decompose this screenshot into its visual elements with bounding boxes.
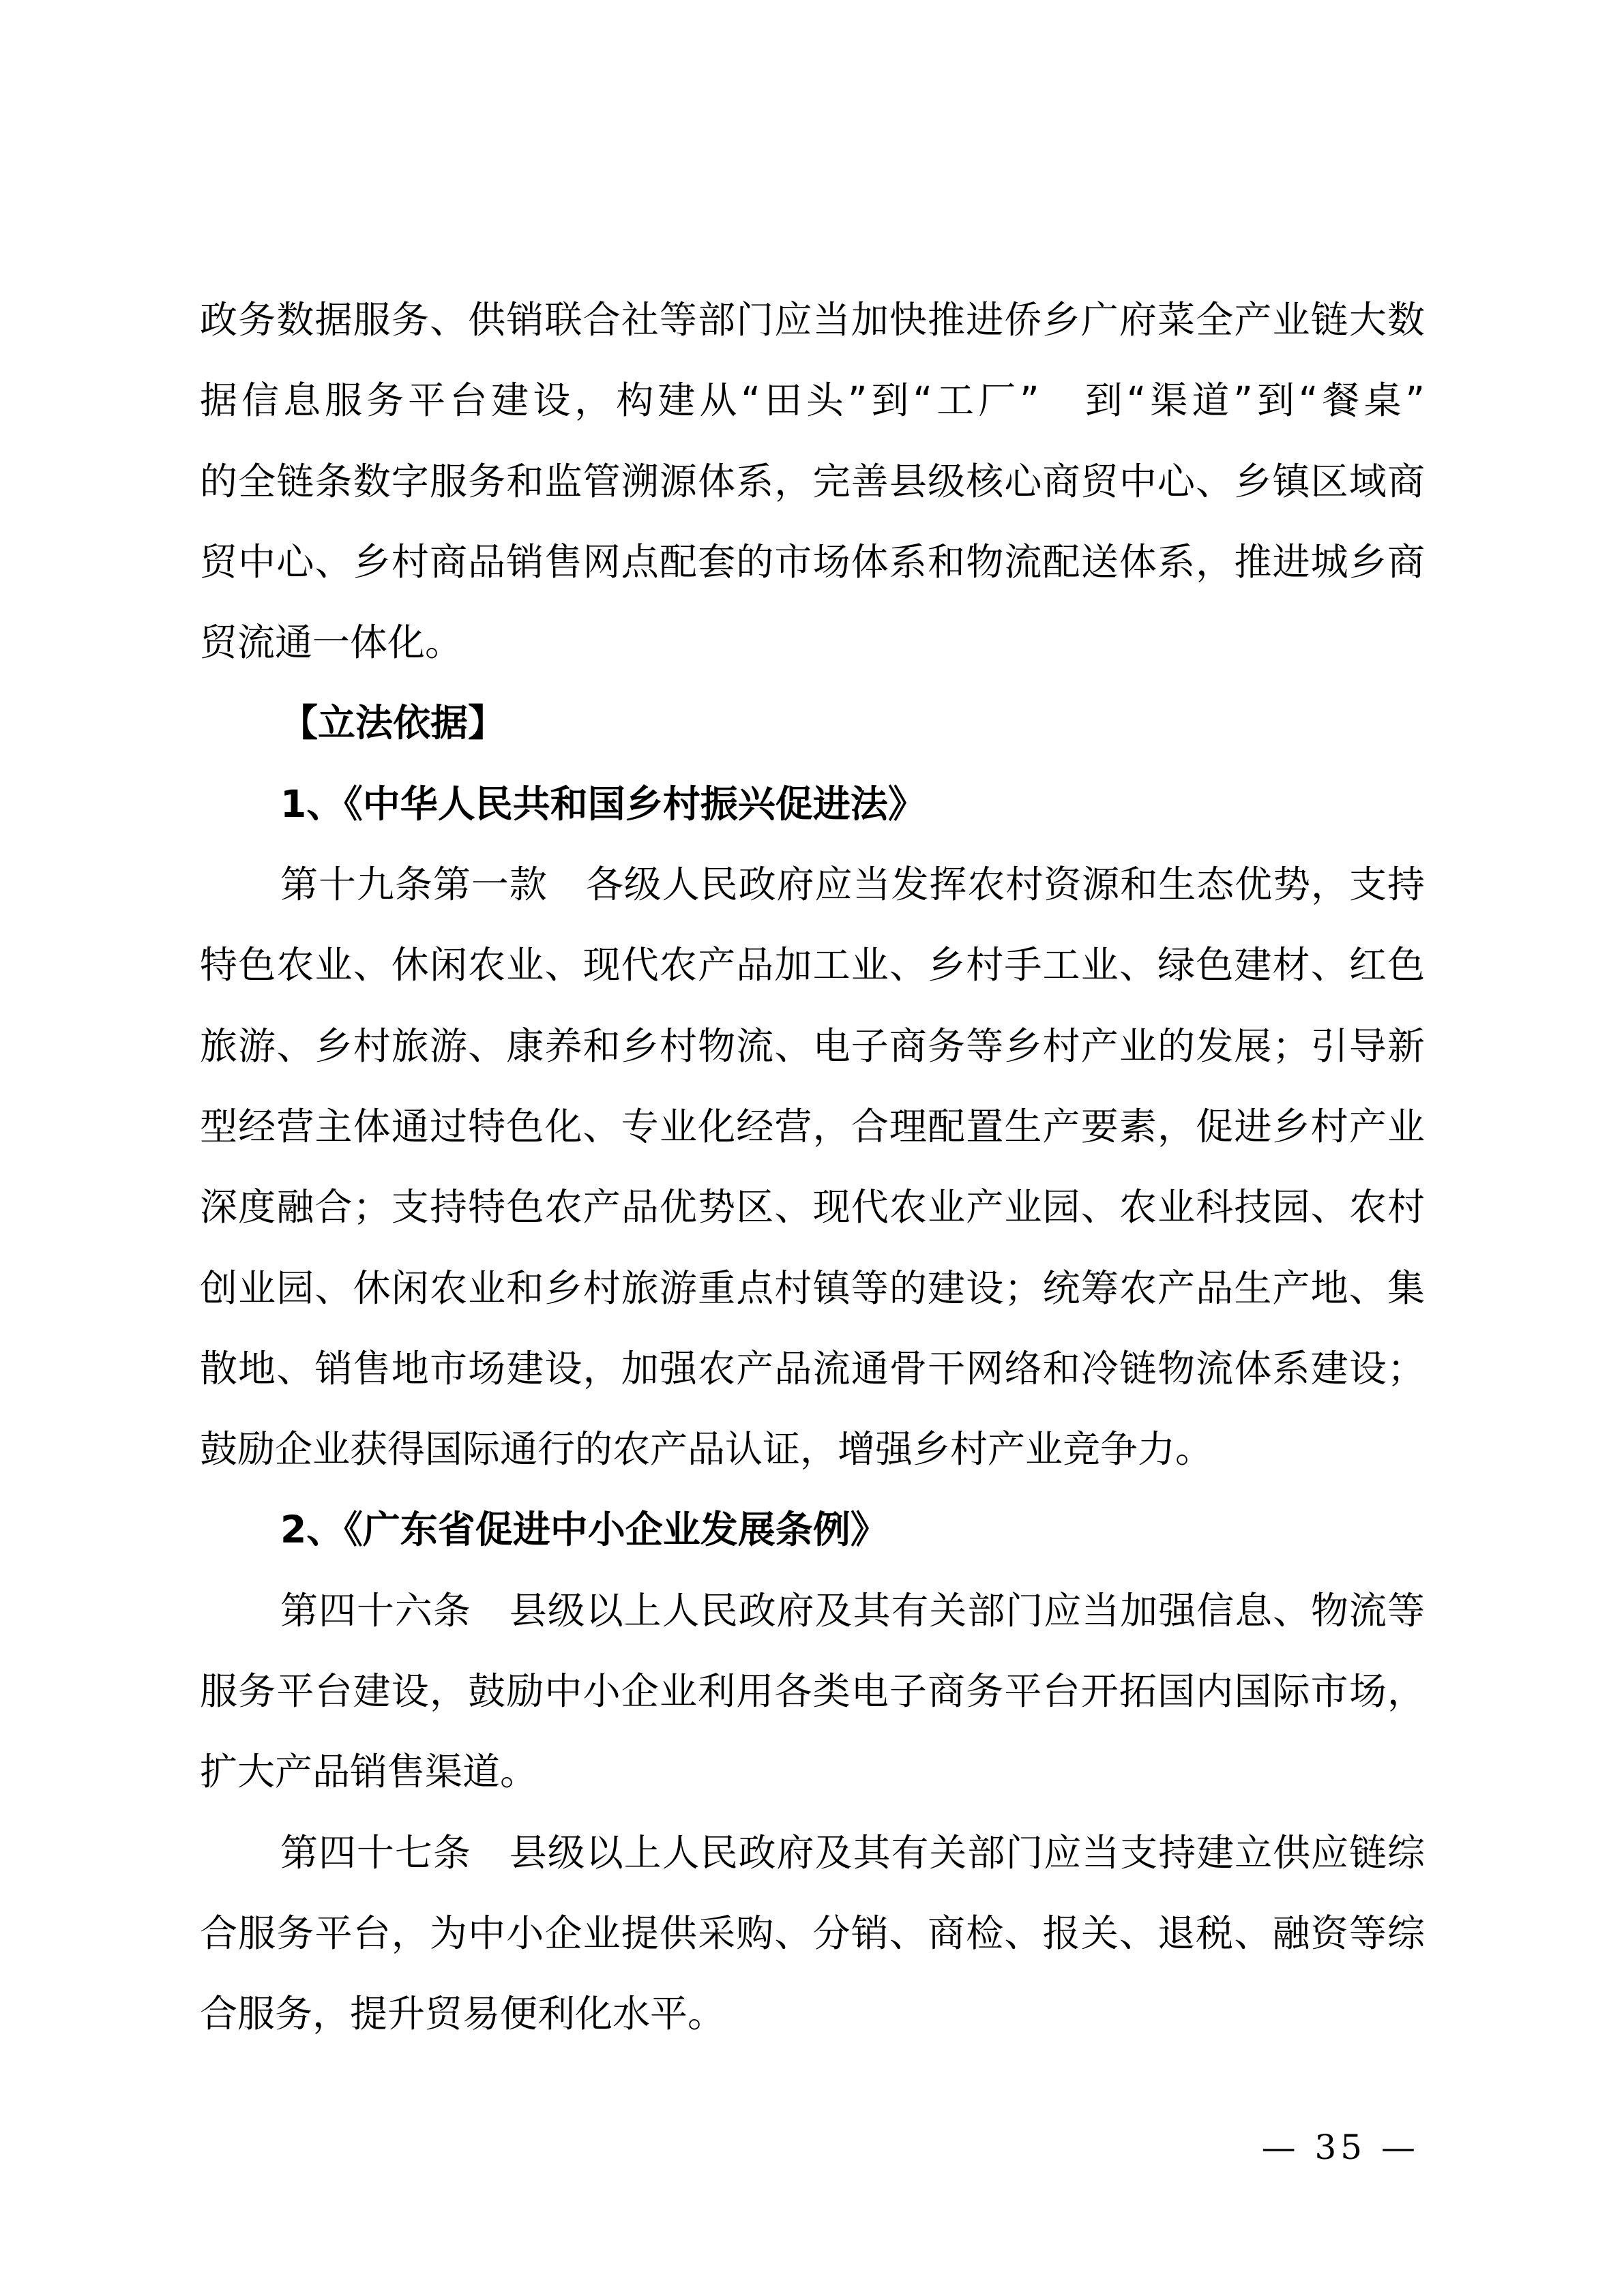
text-line: 深度融合；支持特色农产品优势区、现代农业产业园、农业科技园、农村 — [200, 1185, 1425, 1229]
text-line: 第四十七条 县级以上人民政府及其有关部门应当支持建立供应链综 — [280, 1830, 1425, 1875]
document-body — [200, 280, 1425, 2055]
text-line: 服务平台建设，鼓励中小企业利用各类电子商务平台开拓国内国际市场， — [200, 1669, 1425, 1714]
text-line: 鼓励企业获得国际通行的农产品认证，增强乡村产业竞争力。 — [200, 1427, 1213, 1472]
section-heading: 【立法依据】 — [280, 701, 506, 745]
text-line: 旅游、乡村旅游、康养和乡村物流、电子商务等乡村产业的发展；引导新 — [200, 1024, 1425, 1068]
text-line: 据信息服务平台建设，构建从“田头”到“工厂” 到“渠道”到“餐桌” — [200, 378, 1425, 423]
section-heading: 1、《中华人民共和国乡村振兴促进法》 — [280, 781, 926, 826]
page-number: — 35 — — [1261, 2128, 1419, 2167]
text-line: 扩大产品销售渠道。 — [200, 1750, 538, 1794]
text-line: 散地、销售地市场建设，加强农产品流通骨干网络和冷链物流体系建设； — [200, 1346, 1425, 1390]
text-line: 型经营主体通过特色化、专业化经营，合理配置生产要素，促进乡村产业 — [200, 1104, 1425, 1148]
text-line: 第四十六条 县级以上人民政府及其有关部门应当加强信息、物流等 — [280, 1588, 1425, 1632]
text-line: 合服务平台，为中小企业提供采购、分销、商检、报关、退税、融资等综 — [200, 1911, 1425, 1955]
section-heading: 2、《广东省促进中小企业发展条例》 — [280, 1508, 888, 1552]
text-line: 第十九条第一款 各级人民政府应当发挥农村资源和生态优势，支持 — [280, 863, 1425, 907]
text-line: 贸中心、乡村商品销售网点配套的市场体系和物流配送体系，推进城乡商 — [200, 539, 1425, 584]
text-line: 特色农业、休闲农业、现代农产品加工业、乡村手工业、绿色建材、红色 — [200, 943, 1425, 987]
text-line: 合服务，提升贸易便利化水平。 — [200, 1992, 726, 2036]
text-line: 贸流通一体化。 — [200, 621, 463, 665]
text-line: 的全链条数字服务和监管溯源体系，完善县级核心商贸中心、乡镇区域商 — [200, 459, 1425, 503]
text-line: 政务数据服务、供销联合社等部门应当加快推进侨乡广府菜全产业链大数 — [200, 298, 1425, 342]
text-line: 创业园、休闲农业和乡村旅游重点村镇等的建设；统筹农产品生产地、集 — [200, 1266, 1425, 1310]
